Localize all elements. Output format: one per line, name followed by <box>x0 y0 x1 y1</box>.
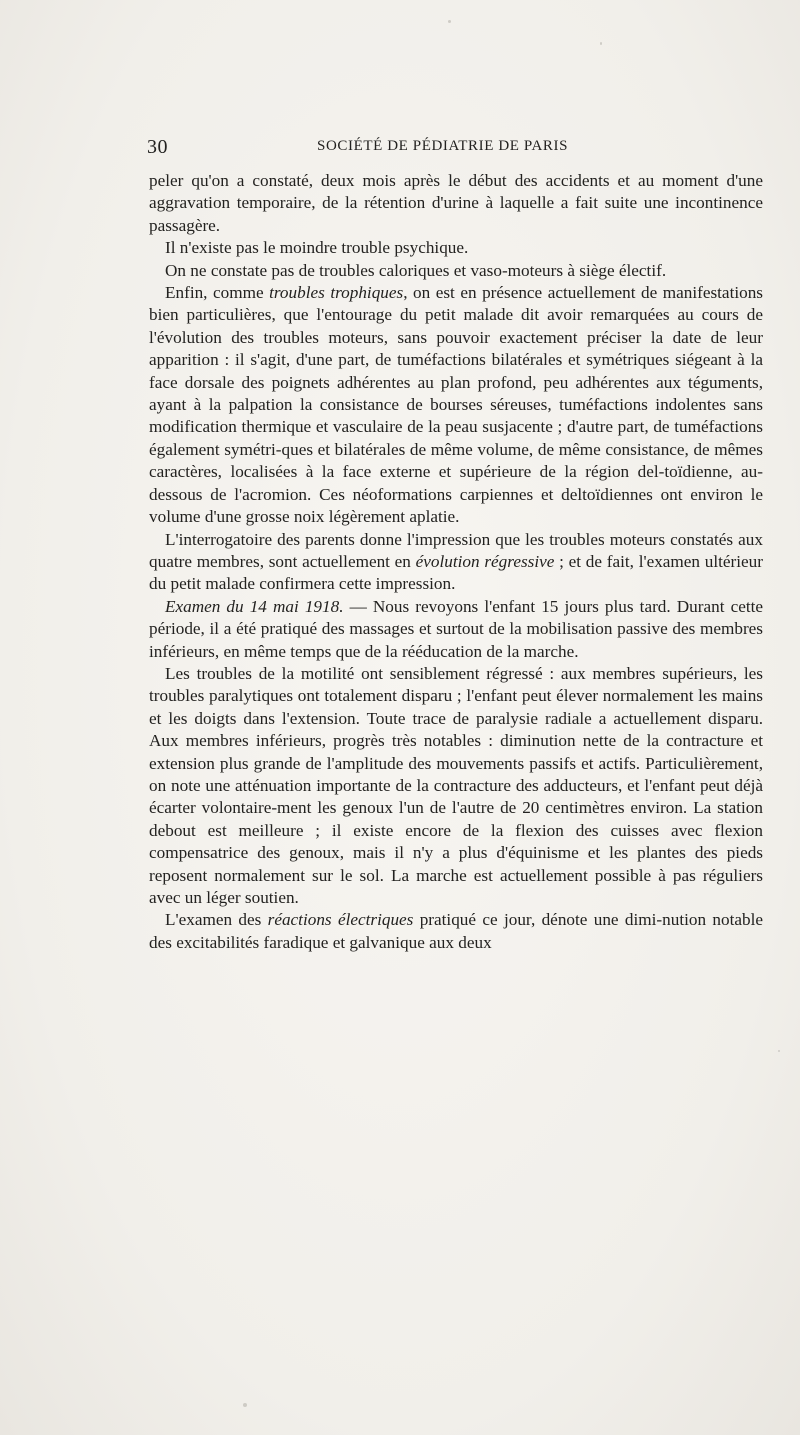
paragraph-1: peler qu'on a constaté, deux mois après le début des accidents et au moment d'une aggravation temporaire, de la rétention d'urine à laquelle a fait suite une incontinence passagère. <box>149 171 763 235</box>
emphasis-reactions-electriques: réactions électriques <box>267 910 414 930</box>
paper-speck <box>243 1403 247 1407</box>
running-title: SOCIÉTÉ DE PÉDIATRIE DE PARIS <box>317 138 569 154</box>
paragraph-3: On ne constate pas de troubles caloriques et vaso-moteurs à siège électif. <box>165 260 667 280</box>
paragraph-7: Les troubles de la motilité ont sensiblement régressé : aux membres supérieurs, les troubles paralytiques ont totalement disparu ; l'enfant peut élever normalement les mains et les doigts dans l'extension. Toute trace de paralysie radiale a actuellement disparu. Aux membres inférieurs, progrès très notables : diminution nette de la contracture et extension plus grande de l'amplitude des mouvements passifs et actifs. Particulièrement, on note une atténuation importante de la contracture des adducteurs, et l'enfant peut déjà écarter volontaire-ment les genoux l'un de l'autre de 20 centimètres environ. La station debout est meilleure ; il existe encore de la flexion des cuisses avec flexion compensatrice des genoux, mais il n'y a plus d'équinisme et les plantes des pieds reposent normalement sur le sol. La marche est actuellement possible à pas réguliers avec un léger soutien. <box>149 663 763 907</box>
paragraph-5 <box>149 529 763 596</box>
running-head <box>147 136 763 158</box>
paper-speck <box>448 20 451 23</box>
paragraph-2: Il n'existe pas le moindre trouble psychique. <box>165 238 469 258</box>
page-number: 30 <box>147 136 168 158</box>
paragraph-4 <box>149 282 763 528</box>
paragraph-4-rest: , on est en présence actuellement de manifestations bien particulières, que l'entourage du petit malade dit avoir remarquées au cours de l'évolution des troubles moteurs, sans pouvoir exactement préciser la date de leur apparition : il s'agit, d'une part, de tuméfactions bilatérales et symétriques siégeant à la face dorsale des poignets adhérentes au plan profond, peu adhérentes aux téguments, ayant à la palpation la consistance de bourses séreuses, tuméfactions indolentes sans modification thermique et vasculaire de la peau susjacente ; d'autre part, de tuméfactions également symétri-ques et bilatérales de même volume, de même consistance, de mêmes caractères, localisées à la face externe et supérieure de la région del-toïdienne, au-dessous de l'acromion. Ces néoformations carpiennes et deltoïdiennes ont environ le volume d'une grosse noix légèrement aplatie. <box>149 283 763 527</box>
emphasis-troubles-trophiques: troubles trophiques <box>269 283 404 303</box>
section-heading-examen: Examen du 14 mai 1918. <box>165 596 344 616</box>
emphasis-evolution-regressive: évolution régressive <box>415 551 555 571</box>
paragraph-5-lead: L'interrogatoire des parents donne l'impression que les troubles moteurs constatés aux quatre membres, sont actuellement en <box>149 529 763 571</box>
paragraph-6 <box>149 596 763 663</box>
body-text <box>149 170 763 954</box>
paragraph-6-rest: — Nous revoyons l'enfant 15 jours plus tard. Durant cette période, il a été pratiqué des massages et surtout de la mobilisation passive des membres inférieurs, en même temps que de la rééducation de la marche. <box>149 596 764 661</box>
paragraph-8-rest: pratiqué ce jour, dénote une dimi-nution notable des excitabilités faradique et galvanique aux deux <box>149 910 764 952</box>
paragraph-8-lead: L'examen des <box>165 910 268 930</box>
paper-speck <box>778 1050 780 1052</box>
paragraph-4-lead: Enfin, comme <box>165 283 270 303</box>
paragraph-8 <box>149 909 763 954</box>
paper-speck <box>600 42 602 45</box>
paragraph-5-rest: ; et de fait, l'examen ultérieur du petit malade confirmera cette impression. <box>149 551 763 594</box>
